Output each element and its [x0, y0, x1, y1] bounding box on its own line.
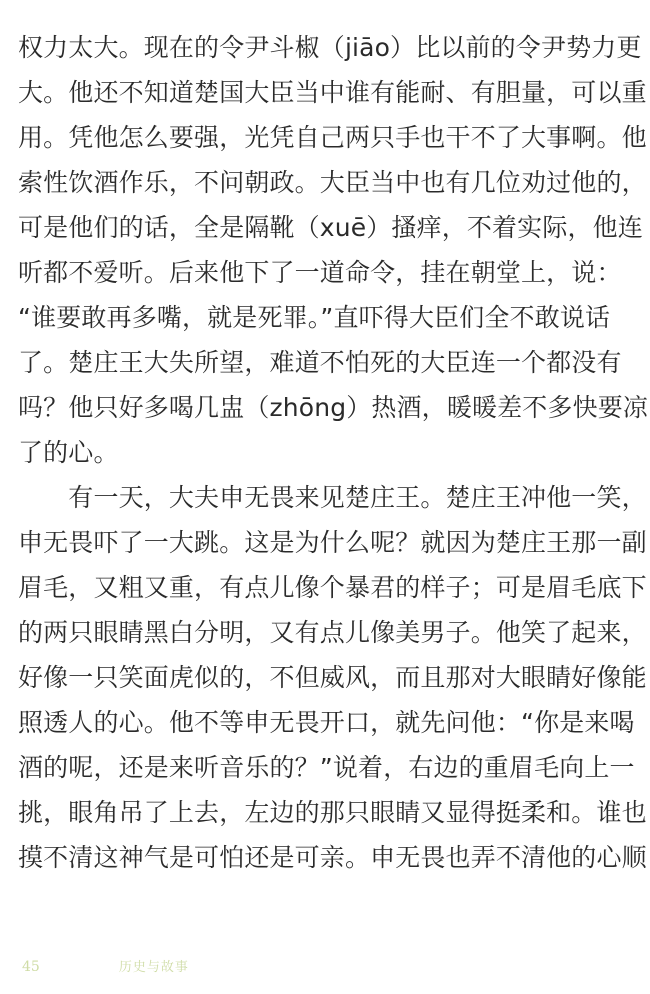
text-line: 挑，眼角吊了上去，左边的那只眼睛又显得挺柔和。谁也 [18, 798, 647, 827]
text-line: 可是他们的话，全是隔靴（xuē）搔痒，不着实际，他连 [18, 213, 643, 242]
text-line: 权力太大。现在的令尹斗椒（jiāo）比以前的令尹势力更 [18, 33, 642, 62]
page-number: 45 [22, 959, 40, 975]
text-line: 申无畏吓了一大跳。这是为什么呢？就因为楚庄王那一副 [18, 528, 647, 557]
body-text [18, 25, 649, 880]
text-line: 酒的呢，还是来听音乐的？”说着，右边的重眉毛向上一 [18, 753, 635, 782]
text-line: 了的心。 [18, 438, 119, 467]
text-line: “谁要敢再多嘴，就是死罪。”直吓得大臣们全不敢说话 [18, 303, 611, 332]
text-line: 有一天，大夫申无畏来见楚庄王。楚庄王冲他一笑， [18, 483, 647, 512]
text-line: 好像一只笑面虎似的，不但威风，而且那对大眼睛好像能 [18, 663, 647, 692]
text-line: 的两只眼睛黑白分明，又有点儿像美男子。他笑了起来， [18, 618, 647, 647]
page-footer [22, 955, 189, 977]
text-line: 眉毛，又粗又重，有点儿像个暴君的样子；可是眉毛底下 [18, 573, 647, 602]
text-line: 用。凭他怎么要强，光凭自己两只手也干不了大事啊。他 [18, 123, 647, 152]
text-line: 吗？他只好多喝几盅（zhōng）热酒，暖暖差不多快要凉 [18, 393, 649, 422]
text-line: 索性饮酒作乐，不问朝政。大臣当中也有几位劝过他的， [18, 168, 647, 197]
text-line: 大。他还不知道楚国大臣当中谁有能耐、有胆量，可以重 [18, 78, 647, 107]
text-line: 了。楚庄王大失所望，难道不怕死的大臣连一个都没有 [18, 348, 622, 377]
text-line: 摸不清这神气是可怕还是可亲。申无畏也弄不清他的心顺 [18, 843, 647, 872]
text-line: 听都不爱听。后来他下了一道命令，挂在朝堂上，说： [18, 258, 622, 287]
running-title: 历史与故事 [118, 960, 189, 975]
text-line: 照透人的心。他不等申无畏开口，就先问他：“你是来喝 [18, 708, 635, 737]
